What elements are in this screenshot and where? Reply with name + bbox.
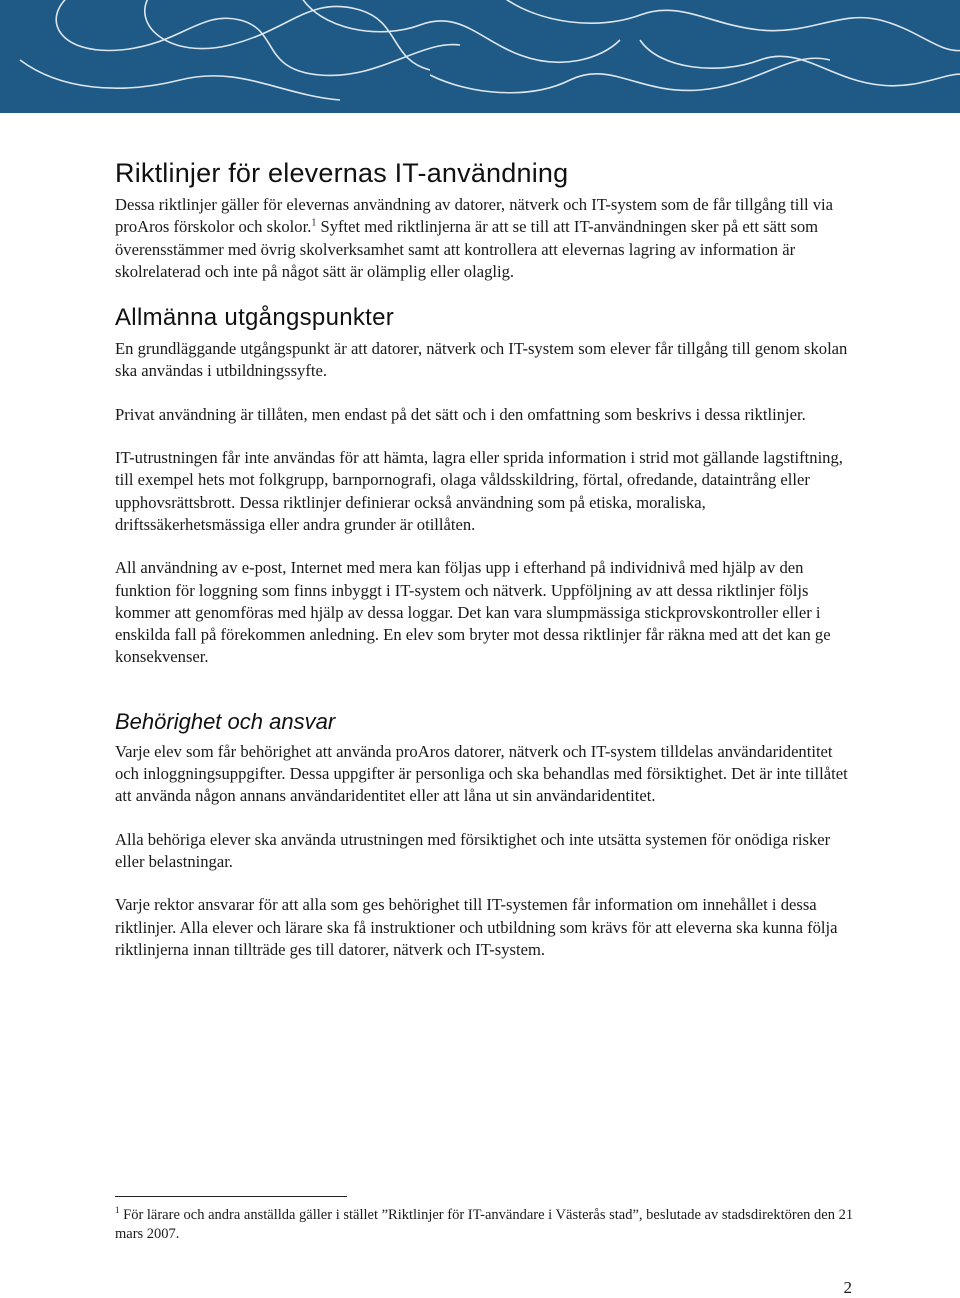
document-body <box>115 158 855 982</box>
page-title: Riktlinjer för elevernas IT-användning <box>115 158 569 188</box>
section-paragraph: Alla behöriga elever ska använda utrustningen med försiktighet och inte utsätta systemen för onödiga risker eller belastningar. <box>115 829 831 871</box>
intro-text: Dessa riktlinjer gäller för elevernas användning av datorer, nätverk och IT-system som de får tillgång till via proAros förskolor och skolor. <box>115 195 834 237</box>
section-paragraph: Privat användning är tillåten, men endast på det sätt och i den omfattning som beskrivs i dessa riktlinjer. <box>115 404 806 424</box>
intro-text-continued: Syftet med riktlinjerna är att se till att IT-användningen sker på ett sätt som överensstämmer med övrig skolverksamhet samt att kontrollera att elevernas lagring av information är skolrelaterad och inte på något sätt är olämplig eller olaglig. <box>115 217 819 281</box>
decorative-swirl-lines <box>0 0 960 113</box>
section-paragraph: IT-utrustningen får inte användas för att hämta, lagra eller sprida information i strid mot gällande lagstiftning, till exempel hets mot folkgrupp, barnpornografi, olaga våldsskildring, förtal, ofredande, dataintrång eller upphovsrättsbrott. Dessa riktlinjer definierar också användning som på etiska, moraliska, driftssäkerhetsmässiga eller andra grunder är otillåten. <box>115 448 843 534</box>
section-heading-authority: Behörighet och ansvar <box>115 708 336 734</box>
footnote-reference: 1 <box>311 217 317 229</box>
footnote-text: För lärare och andra anställda gäller i stället ”Riktlinjer för IT-användare i Västerås stad”, beslutade av stadsdirektören den 21 mars 2007. <box>115 1207 854 1242</box>
footnote-divider <box>115 1196 347 1197</box>
footnote <box>115 1206 855 1244</box>
section-paragraph: Varje rektor ansvarar för att alla som ges behörighet till IT-systemen får information om innehållet i dessa riktlinjer. Alla elever och lärare ska få instruktioner och utbildning som krävs för att eleverna ska kunna följa riktlinjerna innan tillträde ges till datorer, nätverk och IT-system. <box>115 895 838 959</box>
section-paragraph: Varje elev som får behörighet att använda proAros datorer, nätverk och IT-system tilldelas användaridentitet och inloggningsuppgifter. Dessa uppgifter är personliga och ska behandlas med försiktighet. Det är inte tillåtet att använda någon annans användaridentitet eller att låna ut sin användaridentitet. <box>115 741 848 806</box>
header-banner <box>0 0 960 113</box>
intro-paragraph <box>115 194 855 283</box>
page-number: 2 <box>843 1278 852 1297</box>
section-paragraph: En grundläggande utgångspunkt är att datorer, nätverk och IT-system som elever får tillgång till genom skolan ska användas i utbildningssyfte. <box>115 339 848 381</box>
footnote-mark: 1 <box>115 1205 120 1216</box>
section-paragraph: All användning av e-post, Internet med mera kan följas upp i efterhand på individnivå med hjälp av den funktion för loggning som finns inbyggt i IT-system och nätverk. Uppföljning av att dessa riktlinjer följs kommer att genomföras med hjälp av dessa loggar. Det kan vara slumpmässiga stickprovskontroller eller i enskilda fall på förekommen anledning. En elev som bryter mot dessa riktlinjer får räkna med att det kan ge konsekvenser. <box>115 558 831 667</box>
section-heading-general: Allmänna utgångspunkter <box>115 304 395 332</box>
